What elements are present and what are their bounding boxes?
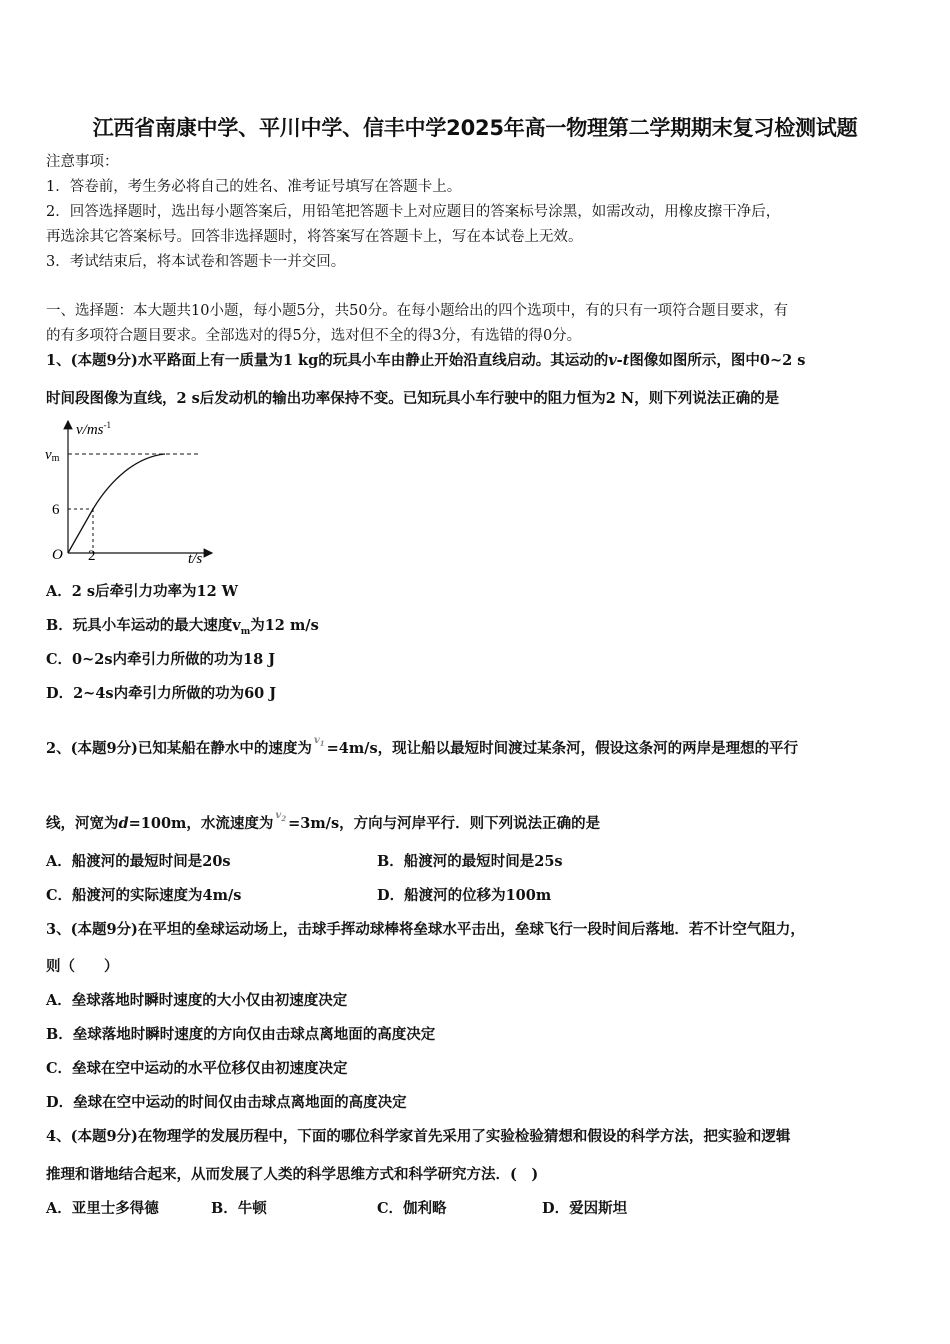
q1-option-d[interactable]: D．2~4s内牵引力所做的功为60 J [46, 685, 277, 702]
y-axis-label: $v/ms^{-1}$ [76, 420, 111, 438]
q2-stem-e: =3m/s，方向与河岸平行．则下列说法正确的是 [288, 815, 601, 832]
q2-option-d[interactable]: D．船渡河的位移为100m [377, 887, 552, 904]
q1-vt-graph [40, 413, 220, 573]
q2-stem-a: 2、(本题9分)已知某船在静水中的速度为 [46, 740, 312, 757]
q4-stem: 4、(本题9分)在物理学的发展历程中，下面的哪位科学家首先采用了实验检验猜想和假设的科学方法，把实验和逻辑 [46, 1128, 791, 1145]
q2-option-b[interactable]: B．船渡河的最短时间是25s [377, 853, 563, 870]
q3-option-d[interactable]: D．垒球在空中运动的时间仅由击球点离地面的高度决定 [46, 1094, 407, 1111]
q4-option-d[interactable]: D．爱因斯坦 [542, 1200, 628, 1217]
vt-curve [68, 454, 165, 553]
q2-stem [46, 731, 798, 759]
q3-option-c[interactable]: C．垒球在空中运动的水平位移仅由初速度决定 [46, 1060, 348, 1077]
q3-option-a[interactable]: A．垒球落地时瞬时速度的大小仅由初速度决定 [46, 992, 348, 1009]
q1-option-b-sub: m [240, 626, 251, 637]
q2-d-symbol: d [118, 815, 129, 832]
q1-option-b[interactable] [46, 616, 319, 642]
notice-item: 2．回答选择题时，选出每小题答案后，用铅笔把答题卡上对应题目的答案标号涂黑，如需改动，用橡皮擦干净后， [46, 204, 781, 220]
origin-label: O [52, 547, 63, 563]
q1-option-b-tail: 为12 m/s [250, 617, 319, 634]
q4-option-b[interactable]: B．牛顿 [211, 1200, 267, 1217]
q2-option-c[interactable]: C．船渡河的实际速度为4m/s [46, 887, 242, 904]
notice-item: 3．考试结束后，将本试卷和答题卡一并交回。 [46, 254, 346, 270]
q4-stem-line2: 推理和谐地结合起来，从而发展了人类的科学思维方式和科学研究方法．( ) [46, 1166, 539, 1183]
section-intro: 的有多项符合题目要求。全部选对的得5分，选对但不全的得3分，有选错的得0分。 [46, 328, 582, 344]
q1-vt: v-t [608, 352, 630, 369]
notice-heading: 注意事项： [46, 154, 119, 170]
notice-item: 再选涂其它答案标号。回答非选择题时，将答案写在答题卡上，写在本试卷上无效。 [46, 229, 583, 245]
q1-option-c[interactable]: C．0~2s内牵引力所做的功为18 J [46, 651, 276, 668]
q1-stem [46, 351, 805, 371]
q2-stem-d: =100m，水流速度为 [128, 815, 274, 832]
q1-stem-line2: 时间段图像为直线，2 s后发动机的输出功率保持不变。已知玩具小车行驶中的阻力恒为2 N，则下列说法正确的是 [46, 390, 780, 407]
notice-item: 1．答卷前，考生务必将自己的姓名、准考证号填写在答题卡上。 [46, 179, 462, 195]
x-axis-label: t/s [188, 551, 203, 567]
section-intro: 一、选择题：本大题共10小题，每小题5分，共50分。在每小题给出的四个选项中，有的只有一项符合题目要求，有 [46, 303, 789, 319]
q3-option-b[interactable]: B．垒球落地时瞬时速度的方向仅由击球点离地面的高度决定 [46, 1026, 436, 1043]
tick-6-label: 6 [52, 502, 60, 518]
q1-stem-a: 1、(本题9分)水平路面上有一质量为1 kg的玩具小车由静止开始沿直线启动。其运动的 [46, 352, 609, 369]
q3-stem: 3、(本题9分)在平坦的垒球运动场上，击球手挥动球棒将垒球水平击出，垒球飞行一段时间后落地．若不计空气阻力， [46, 921, 805, 938]
q2-option-a[interactable]: A．船渡河的最短时间是20s [46, 853, 231, 870]
vm-label: vm [45, 447, 60, 464]
q1-stem-b: 图像如图所示，图中0~2 s [629, 352, 806, 369]
q4-option-c[interactable]: C．伽利略 [377, 1200, 447, 1217]
q1-option-a[interactable]: A．2 s后牵引力功率为12 W [46, 583, 239, 600]
q2-stem-b: =4m/s，现让船以最短时间渡过某条河，假设这条河的两岸是理想的平行 [326, 740, 799, 757]
q2-stem-line2 [46, 806, 600, 834]
v1-symbol: $v_1$ [313, 735, 325, 748]
q3-stem-line2: 则（ ） [46, 958, 119, 975]
q4-option-a[interactable]: A．亚里士多得德 [46, 1200, 159, 1217]
tick-2-label: 2 [88, 548, 96, 564]
page-title: 江西省南康中学、平川中学、信丰中学2025年高一物理第二学期期末复习检测试题 [92, 116, 858, 140]
v2-symbol: $v_2$ [275, 810, 287, 823]
q2-stem-c: 线，河宽为 [46, 815, 119, 832]
q1-option-b-text: B．玩具小车运动的最大速度v [46, 617, 241, 634]
